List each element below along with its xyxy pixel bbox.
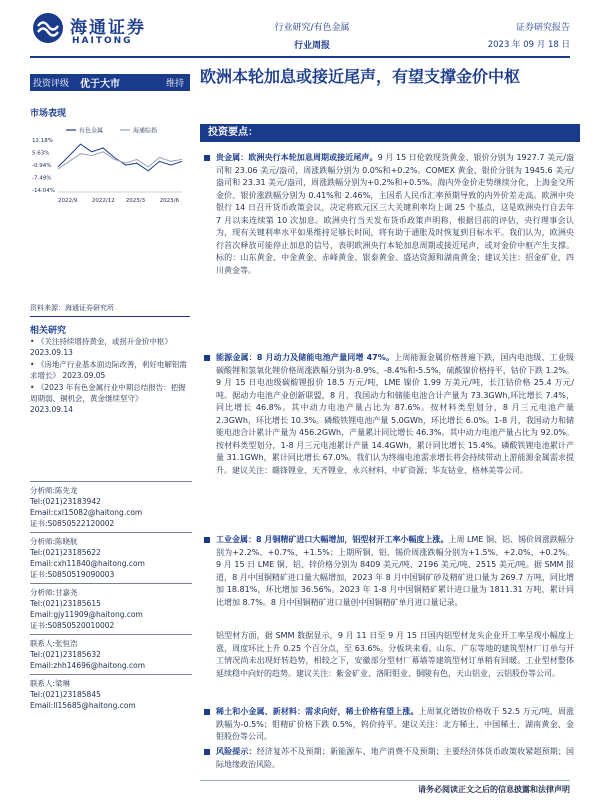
related-research-title: 相关研究: [30, 326, 67, 336]
analyst-cert: 证书:S0850520010002: [30, 621, 115, 630]
key-point-rare-earth: [200, 706, 580, 744]
chart-source: 资料来源：海通证券研究所: [30, 304, 114, 312]
related-item-text: 《房地产行业基本面边际改善，利好电解铝需求增长》: [30, 360, 187, 380]
related-item-date: 2023.09.14: [30, 405, 73, 414]
analyst-tel: Tel:(021)23185622: [30, 548, 101, 557]
footer-divider: [200, 780, 570, 781]
report-type: 行业周报: [293, 41, 330, 51]
key-point-lead: 稀土和小金属、新材料：需求向好，稀土价格有望上涨。: [216, 707, 419, 716]
key-point-precious-metals: [200, 152, 580, 277]
key-points-header: 投资要点：: [200, 124, 580, 142]
rating-action: 维持: [165, 79, 184, 89]
x-tick-label: 2022/12: [91, 198, 115, 204]
y-tick-label: -0.94%: [32, 163, 52, 169]
related-item-date: 2023.09.13: [30, 348, 73, 357]
analyst-tel: Tel:(021)23183942: [30, 497, 101, 506]
key-point-energy-metals: [200, 352, 580, 477]
footer-disclaimer: 请务必阅读正文之后的信息披露和法律声明: [418, 785, 570, 794]
bullet-icon: [204, 749, 210, 755]
haitong-emblem-icon: [32, 12, 64, 44]
haitong-logo: [32, 10, 146, 54]
bullet-icon: [204, 155, 210, 161]
contact-tel: Tel:(021)23185845: [30, 690, 101, 699]
key-point-industrial-metals: [200, 534, 580, 609]
x-tick-label: 2023/6: [159, 198, 180, 204]
analyst-name: 分析师:甘嘉尧: [30, 588, 78, 597]
series-line-有色金属: [58, 144, 182, 171]
key-point-risk: [200, 746, 580, 771]
rating-value: 优于大市: [80, 79, 120, 90]
key-point-lead: 工业金属：8 月铜精矿进口大幅增加，铝型材开工率小幅度上涨。: [216, 535, 449, 544]
related-item[interactable]: • 《2023 年有色金属行业中期总结报告：把握周期弱、铜机会，黄金继续坚守》 2023.09.14: [30, 383, 186, 414]
key-point-body: 上周能源金属价格普遍下跌，国内电池级、工业级碳酸锂和氢氧化锂价格周涨跌幅分别为-8.9%、-8.4%和-5.5%，硫酸镍价格持平，钴价下跌 1.2%。9 月 15 日电池级碳酸锂报价 18.5 万元/吨，LME 镍价 1.99 万美元/吨，长江钴价格 25.4 万元/吨。据动力电池产业创新联盟，8 月，我国动力和储能电池合计产量为 73.3GWh,环比增长 7.4%，同比增长 46.8%。其中动力电池产量占比为 87.6%。按材料类型划分，8 月三元电池产量 2.3GWh，环比增长 10.3%。磷酸铁锂电池产量 5.0GWh，环比增长 6.0%。1-8 月，我国动力和储能电池合计累计产量为 456.2GWh，产量累计同比增长 46.3%。其中动力电池产量占比为 92.0%。按材料类型划分，1-8 月三元电池累计产量 14.4GWh，累计同比增长 15.4%。磷酸铁锂电池累计产量 31.1GWh，累计同比增长 67.0%。我们认为终端电池需求增长将会持续带动上游能源金属需求提升。建议关注：赣锋锂业、天齐锂业、永兴材料、中矿资源；华友钴业、格林美等公司。: [216, 353, 574, 475]
key-point-body: 9 月 15 日伦敦现货黄金、银价分别为 1927.7 美元/盎司和 23.06 美元/盎司，周涨跌幅分别为 0.0%和+0.2%。COMEX 黄金、银价分别为 1945.6 美元/盎司和 23.31 美元/盎司，周涨跌幅分别为+0.2%和+0.5%。海内外金价走势继续分化，上海金交所金价、银价涨跌幅分别为 0.41%和 2.46%，主因系人民币汇率预期导致的内外价差走高。欧洲中央银行 14 日召开货币政策会议，决定将欧元区三大关键利率均上调 25 个基点，这是欧洲央行自去年 7 月以来连续第 10 次加息。欧洲央行当天发布货币政策声明称，根据目前的评估，央行理事会认为，现有关键利率水平如果维持足够长时间，将有助于通胀及时恢复到目标水平。我们认为，欧洲央行首次释放可能停止加息的信号，表明欧洲央行本轮加息周期或接近尾声，或对金价中枢产生支撑。标的：山东黄金、中金黄金、赤峰黄金、银泰黄金、盛达资源和湖南黄金；建议关注：招金矿业、四川黄金等。: [216, 153, 575, 275]
analyst-cert: 证书:S0850522120002: [30, 519, 115, 528]
bullet-icon: [204, 709, 210, 715]
rating-label: 投资评级: [33, 79, 70, 89]
analyst-cert: 证书:S0850519090003: [30, 570, 115, 579]
x-tick-label: 2023/3: [125, 198, 146, 204]
report-label: 证券研究报告: [515, 23, 570, 33]
analyst-email[interactable]: Email:cxh11840@haitong.com: [30, 559, 145, 568]
related-item-text: 《关注持续增持黄金，或拐升金价中枢》: [36, 337, 172, 346]
key-point-lead: 风险提示：: [216, 747, 257, 756]
key-point-body: 上周氧化镨钕价格收于 52.5 万元/吨，周涨跌幅为-0.5%；钼精矿价格下跌 0.5%，钨价持平。建议关注：北方稀土、中国稀土、湖南黄金、金钼股份等公司。: [216, 707, 574, 741]
related-item[interactable]: • 《房地产行业基本面边际改善，利好电解铝需求增长》 2023.09.05: [30, 360, 187, 380]
report-date: 2023 年 09 月 18 日: [487, 40, 570, 50]
source-divider: [30, 316, 190, 317]
contact-tel: Tel:(021)23185632: [30, 650, 101, 659]
x-tick-label: 2022/9: [58, 198, 78, 204]
investment-rating: [30, 74, 190, 91]
contact-email[interactable]: Email:zhh14696@haitong.com: [30, 661, 146, 670]
logo-english-name: HAITONG: [72, 36, 133, 46]
key-point-body: 经济复苏不及预期；新能源车、地产消费不及预期；主要经济体货币政策收紧超预期；国际地缘政治风险。: [216, 747, 575, 769]
contact-name: 联系人:梁琳: [30, 679, 71, 688]
legend-label: 海通综指: [133, 127, 158, 135]
legend-label: 有色金属: [79, 127, 104, 135]
contact-name: 联系人:张恒浩: [30, 639, 78, 648]
header-divider: [30, 56, 570, 58]
y-tick-label: 5.63%: [32, 150, 50, 157]
report-header: [0, 0, 600, 62]
key-point-aluminum-profiles: [200, 630, 580, 680]
key-point-lead: 能源金属：8 月动力及储能电池产量同增 47%。: [216, 353, 395, 362]
bullet-icon: [204, 537, 210, 543]
report-title: 欧洲本轮加息或接近尾声，有望支撑金价中枢: [200, 67, 521, 86]
logo-chinese-name: 海通证券: [70, 18, 146, 38]
analyst-tel: Tel:(021)23185615: [30, 599, 101, 608]
y-tick-label: -14.04%: [32, 188, 55, 194]
analyst-contacts: [30, 478, 192, 711]
bullet-icon: [204, 355, 210, 361]
analyst-email[interactable]: Email:cxl15082@haitong.com: [30, 508, 143, 517]
related-item-text: 《2023 年有色金属行业中期总结报告：把握周期弱、铜机会，黄金继续坚守》: [30, 383, 186, 403]
analyst-email[interactable]: Email:gjy11909@haitong.com: [30, 610, 143, 619]
related-item[interactable]: • 《关注持续增持黄金，或拐升金价中枢》 2023.09.13: [30, 337, 172, 357]
contact-email[interactable]: Email:ll15685@haitong.com: [30, 701, 136, 710]
market-section-title: 市场表现: [30, 109, 67, 119]
key-point-body: 铝型材方面，据 SMM 数据显示，9 月 11 日至 9 月 15 日国内铝型材龙头企业开工率呈现小幅度上涨，周度环比上升 0.25 个百分点，至 63.6%。分板块来看，山东、广东等地的建筑型材厂订单与开工情况尚未出现好转趋势，相较之下，安徽部分型材厂幕墙等建筑型材订单稍有回暖。工业型材整体延续稳中向好的趋势。建议关注：紫金矿业、洛阳钼业、铜陵有色，天山铝业，云铝股份等公司。: [216, 631, 574, 678]
market-performance-chart: [30, 122, 190, 212]
key-point-lead: 贵金属：欧洲央行本轮加息周期或接近尾声。: [216, 153, 378, 162]
key-point-body: 上周 LME 铜、铝、锡价周涨跌幅分别为+2.2%、+0.7%、+1.5%；上期所铜、铝、锡价周涨跌幅分别为+1.5%、+2.0%、+0.2%。9 月 15 日 LME 铜、铝、锌价格分别为 8409 美元/吨、2196 美元/吨、2515 美元/吨。据 SMM 报道，8 月中国铜精矿进口量大幅增加，2023 年 8 月中国铜矿砂及精矿进口量为 269.7 万吨，同比增加 18.81%，环比增加 36.56%。2023 年 1-8 月中国铜精矿累计进口量为 1811.31 万吨，累计同比增加 8.7%。8 月中国铜精矿进口量创中国铜精矿单月进口量记录。: [216, 535, 574, 607]
analyst-name: 分析师:陈晓航: [30, 537, 78, 546]
related-item-date: 2023.09.05: [62, 371, 106, 380]
analyst-name: 分析师:陈先龙: [30, 486, 78, 495]
series-line-海通综指: [58, 152, 182, 169]
report-category: 行业研究/有色金属: [274, 23, 350, 33]
y-tick-label: -7.49%: [32, 175, 52, 182]
y-tick-label: 12.18%: [32, 138, 53, 144]
related-research-list: [30, 336, 192, 416]
